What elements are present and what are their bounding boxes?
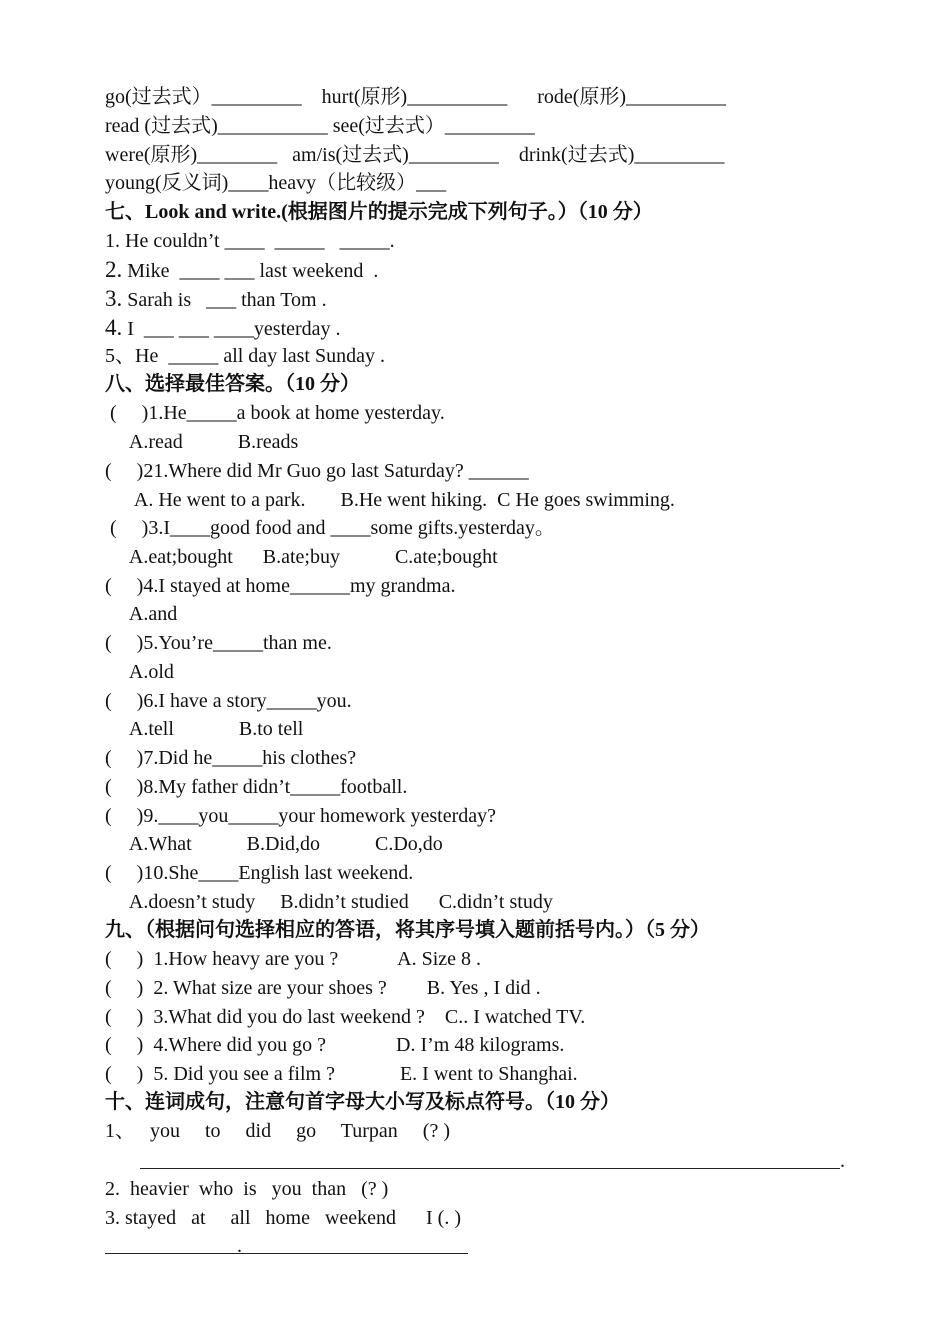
section-8-line: A.What B.Did,do C.Do,do bbox=[105, 833, 443, 855]
section-9-line: ( ) 1.How heavy are you ? A. Size 8 . bbox=[105, 948, 482, 970]
section-8-line: ( )21.Where did Mr Guo go last Saturday? ______ bbox=[105, 460, 529, 482]
section-7-item-2 bbox=[105, 257, 378, 283]
item-number: 1. bbox=[105, 230, 120, 252]
item-text: He _____ all day last Sunday . bbox=[135, 345, 385, 367]
section-8-title: 八、选择最佳答案。（10 分） bbox=[105, 373, 360, 395]
item-text: I ___ ___ ____yesterday . bbox=[122, 318, 341, 340]
section-10-q2: 2. heavier who is you than (? ) bbox=[105, 1178, 389, 1200]
word-forms-line-4: young(反义词)____heavy（比较级）___ bbox=[105, 172, 447, 194]
section-9-line: ( ) 5. Did you see a film ? E. I went to Shanghai. bbox=[105, 1063, 578, 1085]
word-forms-line-3: were(原形)________ am/is(过去式)_________ drink(过去式)_________ bbox=[105, 144, 725, 166]
section-8-line: ( )4.I stayed at home______my grandma. bbox=[105, 575, 456, 597]
word-forms-line-2: read (过去式)___________ see(过去式）_________ bbox=[105, 115, 535, 137]
section-9-line: ( ) 4.Where did you go ? D. I’m 48 kilograms. bbox=[105, 1034, 565, 1056]
section-8-line: ( )8.My father didn’t_____football. bbox=[105, 776, 408, 798]
section-7-item-5 bbox=[105, 343, 385, 369]
item-text: Sarah is ___ than Tom . bbox=[122, 289, 327, 311]
section-7-item-4 bbox=[105, 315, 341, 341]
section-7-title: 七、Look and write.(根据图片的提示完成下列句子。）（10 分） bbox=[105, 201, 653, 223]
section-8-line: ( )7.Did he_____his clothes? bbox=[105, 747, 357, 769]
answer-line-period: . bbox=[840, 1150, 845, 1172]
item-number: 2. bbox=[105, 257, 123, 282]
item-number: 3. bbox=[105, 286, 123, 311]
item-text: He couldn’t ____ _____ _____. bbox=[120, 230, 395, 252]
item-number: 5、 bbox=[105, 345, 135, 367]
section-8-line: ( )9.____you_____your homework yesterday? bbox=[105, 805, 497, 827]
section-8-line: A. He went to a park. B.He went hiking. C He goes swimming. bbox=[105, 489, 675, 511]
section-8-line: A.old bbox=[105, 661, 174, 683]
section-9-line: ( ) 3.What did you do last weekend ? C.. I watched TV. bbox=[105, 1006, 586, 1028]
section-8-line: A.and bbox=[105, 603, 178, 625]
section-8-line: A.tell B.to tell bbox=[105, 718, 304, 740]
section-10-q1: 1、 you to did go Turpan (? ) bbox=[105, 1120, 450, 1142]
section-9-title: 九、（根据问句选择相应的答语，将其序号填入题前括号内。）（5 分） bbox=[105, 919, 710, 941]
word-forms-line-1: go(过去式）_________ hurt(原形)__________ rode(原形)__________ bbox=[105, 86, 727, 108]
answer-line bbox=[140, 1168, 840, 1169]
section-8-line: ( )1.He_____a book at home yesterday. bbox=[105, 402, 445, 424]
section-8-line: ( )10.She____English last weekend. bbox=[105, 862, 414, 884]
item-text: Mike ____ ___ last weekend . bbox=[122, 260, 379, 282]
answer-line-period: . bbox=[237, 1235, 242, 1257]
section-8-line: ( )5.You’re_____than me. bbox=[105, 632, 332, 654]
item-number: 4. bbox=[105, 315, 123, 340]
section-8-line: A.doesn’t study B.didn’t studied C.didn’t study bbox=[105, 891, 553, 913]
section-10-title: 十、连词成句，注意句首字母大小写及标点符号。（10 分） bbox=[105, 1091, 620, 1113]
section-8-line: ( )6.I have a story_____you. bbox=[105, 690, 352, 712]
section-10-q3: 3. stayed at all home weekend I (. ) bbox=[105, 1207, 462, 1229]
section-8-line: A.eat;bought B.ate;buy C.ate;bought bbox=[105, 546, 498, 568]
section-8-line: A.read B.reads bbox=[105, 431, 299, 453]
section-7-item-1 bbox=[105, 228, 395, 254]
answer-line bbox=[105, 1253, 468, 1254]
section-8-line: ( )3.I____good food and ____some gifts.yesterday。 bbox=[105, 517, 555, 539]
section-7-item-3 bbox=[105, 286, 327, 312]
section-9-line: ( ) 2. What size are your shoes ? B. Yes , I did . bbox=[105, 977, 541, 999]
